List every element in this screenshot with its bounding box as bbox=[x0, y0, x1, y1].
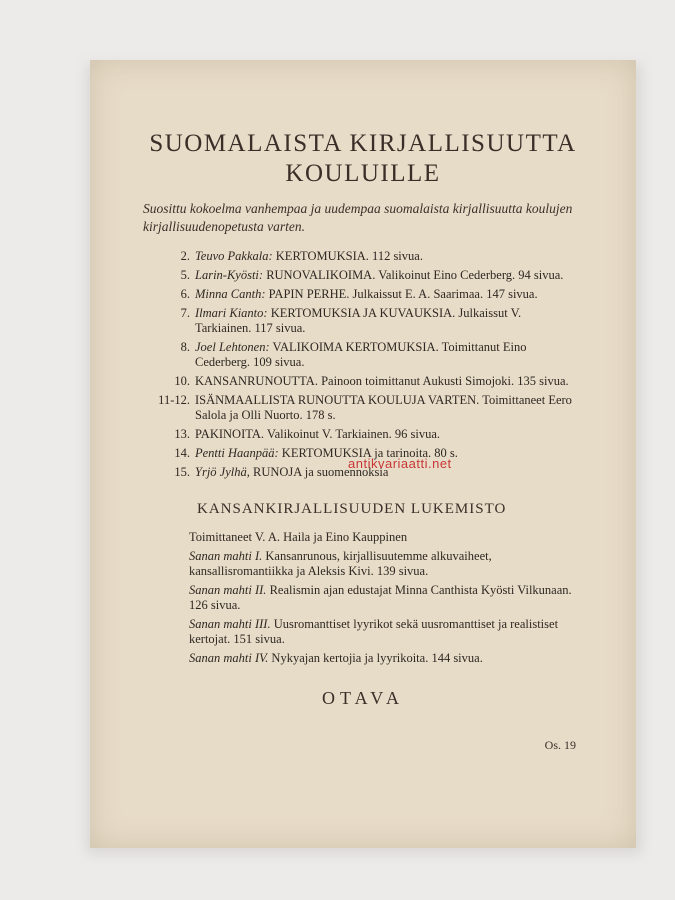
book-number: 7. bbox=[180, 306, 190, 320]
book-item bbox=[90, 374, 636, 389]
book-number: 14. bbox=[174, 446, 190, 460]
book-title: VALIKOIMA KERTOMUKSIA. Toimittanut Eino Cederberg. 109 sivua. bbox=[195, 340, 527, 369]
book-number: 11-12. bbox=[158, 393, 190, 407]
book-author: Ilmari Kianto: bbox=[195, 306, 268, 320]
book-item bbox=[90, 249, 636, 264]
list-item bbox=[189, 583, 584, 613]
book-title: ISÄNMAALLISTA RUNOUTTA KOULUJA VARTEN. Toimittaneet Eero Salola ja Olli Nuorto. 178 s. bbox=[195, 393, 572, 422]
book-item bbox=[90, 427, 636, 442]
book-number: 13. bbox=[174, 427, 190, 441]
book-item bbox=[90, 268, 636, 283]
book-list bbox=[90, 249, 636, 484]
book-number: 15. bbox=[174, 465, 190, 479]
book-item bbox=[90, 287, 636, 302]
book-title: PAKINOITA. Valikoinut V. Tarkiainen. 96 sivua. bbox=[195, 427, 440, 441]
book-author: Yrjö Jylhä, bbox=[195, 465, 250, 479]
book-number: 8. bbox=[180, 340, 190, 354]
item-text: Nykyajan kertojia ja lyyrikoita. 144 sivua. bbox=[271, 651, 483, 665]
cover-title-line2: KOULUILLE bbox=[285, 160, 441, 187]
book-title: KANSANRUNOUTTA. Painoon toimittanut Aukusti Simojoki. 135 sivua. bbox=[195, 374, 569, 388]
book-author: Pentti Haanpää: bbox=[195, 446, 279, 460]
book-item bbox=[90, 393, 636, 423]
book-number: 6. bbox=[180, 287, 190, 301]
book-item bbox=[90, 340, 636, 370]
item-text: Kansanrunous, kirjallisuutemme alkuvaiheet, kansallisromantiikka ja Aleksis Kivi. 139 sivua. bbox=[189, 549, 492, 578]
book-number: 2. bbox=[180, 249, 190, 263]
book-title: KERTOMUKSIA ja tarinoita. 80 s. bbox=[281, 446, 458, 460]
book-title: KERTOMUKSIA JA KUVAUKSIA. Julkaissut V. Tarkiainen. 117 sivua. bbox=[195, 306, 522, 335]
list-item bbox=[189, 549, 584, 579]
book-author: Teuvo Pakkala: bbox=[195, 249, 273, 263]
item-title: Sanan mahti I. bbox=[189, 549, 263, 563]
item-title: Sanan mahti II. bbox=[189, 583, 267, 597]
cover-title-line1: SUOMALAISTA KIRJALLISUUTTA bbox=[149, 130, 577, 157]
section-editors: Toimittaneet V. A. Haila ja Eino Kauppinen bbox=[189, 530, 408, 544]
section-list bbox=[189, 530, 584, 670]
watermark-text: antikvariaatti.net bbox=[348, 456, 452, 471]
book-title: RUNOVALIKOIMA. Valikoinut Eino Cederberg. 94 sivua. bbox=[266, 268, 564, 282]
list-item bbox=[189, 651, 584, 666]
book-title: PAPIN PERHE. Julkaissut E. A. Saarimaa. 147 sivua. bbox=[268, 287, 538, 301]
item-text: Realismin ajan edustajat Minna Canthista Kyösti Vilkunaan. 126 sivua. bbox=[189, 583, 572, 612]
intro-text: Suosittu kokoelma vanhempaa ja uudempaa suomalaista kirjallisuutta koulujen kirjallisuudenopetusta varten. bbox=[143, 201, 573, 234]
book-title: KERTOMUKSIA. 112 sivua. bbox=[275, 249, 423, 263]
section-title: KANSANKIRJALLISUUDEN LUKEMISTO bbox=[197, 501, 507, 517]
book-number: 5. bbox=[180, 268, 190, 282]
publisher-name: OTAVA bbox=[322, 688, 404, 708]
item-title: Sanan mahti III. bbox=[189, 617, 271, 631]
edition-code: Os. 19 bbox=[544, 738, 576, 752]
book-author: Joel Lehtonen: bbox=[195, 340, 270, 354]
list-item bbox=[189, 617, 584, 647]
book-title: RUNOJA ja suomennoksia bbox=[252, 465, 389, 479]
item-text: Uusromanttiset lyyrikot sekä uusromanttiset ja realistiset kertojat. 151 sivua. bbox=[189, 617, 559, 646]
book-back-cover bbox=[90, 60, 636, 848]
book-author: Minna Canth: bbox=[195, 287, 266, 301]
item-title: Sanan mahti IV. bbox=[189, 651, 269, 665]
book-item bbox=[90, 306, 636, 336]
book-author: Larin-Kyösti: bbox=[195, 268, 264, 282]
book-number: 10. bbox=[174, 374, 190, 388]
